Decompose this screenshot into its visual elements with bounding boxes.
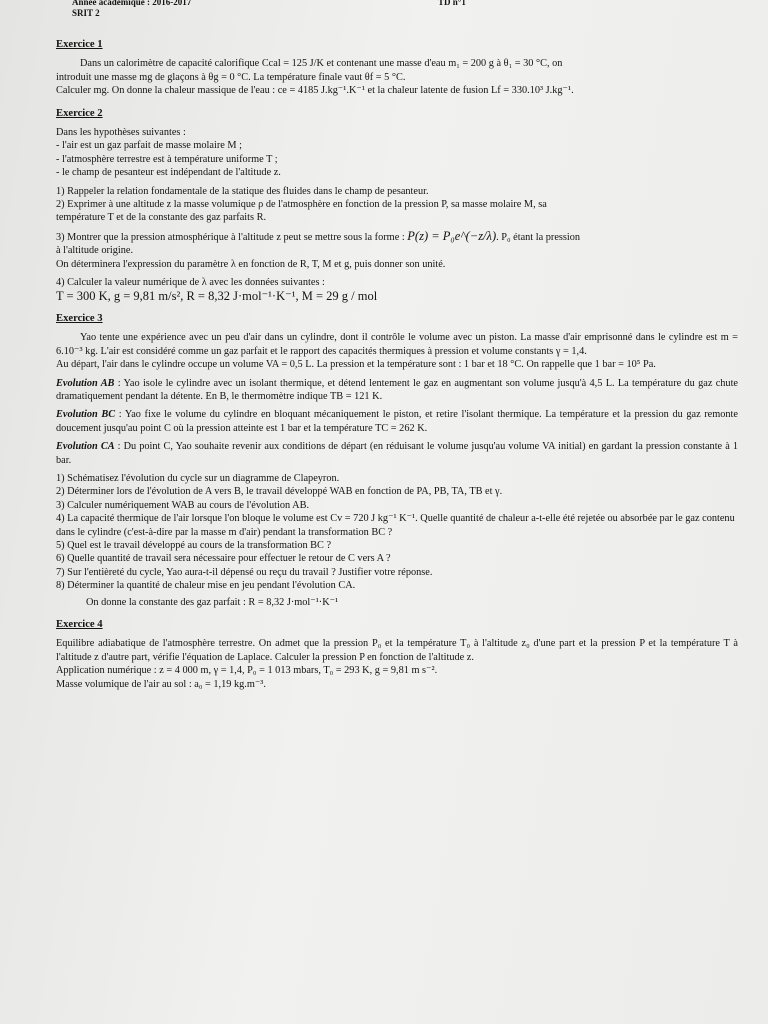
ex3-paragraph-2: Au départ, l'air dans le cylindre occupe un volume VA = 0,5 L. La pression et la température sont : 1 bar et 18 °C. On rappelle que 1 bar = 10⁵ Pa. bbox=[56, 359, 656, 371]
ex3-evolution-ab bbox=[56, 377, 738, 404]
evolution-ca-text: : Du point C, Yao souhaite revenir aux conditions de départ (en réduisant le volume jusqu'au volume VA initial) en gardant la pression constante à 1 bar. bbox=[56, 441, 738, 466]
ex3-question: 3) Calculer numériquement WAB au cours de l'évolution AB. bbox=[56, 499, 310, 511]
evolution-bc-label: Evolution BC bbox=[56, 409, 116, 421]
ex3-question: 6) Quelle quantité de travail sera nécessaire pour effectuer le retour de C vers A ? bbox=[56, 553, 391, 565]
ex3-question: 1) Schématisez l'évolution du cycle sur un diagramme de Clapeyron. bbox=[56, 472, 340, 484]
ex1-paragraph-2: introduit une masse mg de glaçons à θg = 0 °C. La température finale vaut θf = 5 °C. bbox=[56, 71, 406, 83]
exercise-4-title: Exercice 4 bbox=[56, 619, 103, 631]
ex3-paragraph-1: Yao tente une expérience avec un peu d'air dans un cylindre, dont il contrôle le volume avec un piston. La masse d'air emprisonné dans le cylindre est m = 6.10⁻³ kg. L'air est considéré comme un gaz parfait et le rapport des capacités thermiques à pression et volume constants γ = 1,4. bbox=[56, 332, 738, 357]
academic-year: Année académique : 2016-2017 bbox=[72, 0, 192, 7]
exercise-1-title: Exercice 1 bbox=[56, 39, 103, 50]
exercise-2-title: Exercice 2 bbox=[56, 107, 103, 119]
header-left bbox=[72, 0, 191, 19]
ex3-question: 8) Déterminer la quantité de chaleur mise en jeu pendant l'évolution CA. bbox=[56, 580, 356, 592]
ex4-paragraph-1: Equilibre adiabatique de l'atmosphère terrestre. On admet que la pression P₀ et la température T₀ à l'altitude z₀ d'une part et la pression P et la température T à l'altitude z d'autre part, vérifie l'équation de Laplace. Calculer la pression P en fonction de l'altitude z. bbox=[56, 638, 738, 663]
evolution-ca-label: Evolution CA bbox=[56, 441, 115, 453]
ex2-question-2 bbox=[56, 198, 738, 225]
ex1-paragraph-1: Dans un calorimètre de capacité calorifique Ccal = 125 J/K et contenant une masse d'eau m₁ = 200 g à θ₁ = 30 °C, on bbox=[80, 58, 563, 70]
ex3-question: 2) Déterminer lors de l'évolution de A vers B, le travail développé WAB en fonction de PA, PB, TA, TB et γ. bbox=[56, 486, 503, 498]
ex3-gas-constant: On donne la constante des gaz parfait : R = 8,32 J·mol⁻¹·K⁻¹ bbox=[86, 596, 339, 608]
ex3-evolution-ca bbox=[56, 440, 738, 467]
ex2-question-3-d: On déterminera l'expression du paramètre λ en fonction de R, T, M et g, puis donner son unité. bbox=[56, 258, 446, 270]
ex4-air-density: Masse volumique de l'air au sol : a₀ = 1,19 kg.m⁻³. bbox=[56, 678, 266, 690]
ex2-question-2-b: température T et de la constante des gaz parfaits R. bbox=[56, 212, 267, 224]
evolution-ab-text: : Yao isole le cylindre avec un isolant thermique, et détend lentement le gaz en augmentant son volume jusqu'à 4,5 L. La température du gaz chute dramatiquement pendant la détente. En B, le thermomètre indique TB = 121 K. bbox=[56, 377, 739, 402]
ex3-questions bbox=[56, 472, 738, 593]
ex4-application: Application numérique : z = 4 000 m, γ = 1,4, P₀ = 1 013 mbars, T₀ = 293 K, g = 9,81 m s⁻². bbox=[56, 665, 438, 677]
document-body bbox=[56, 38, 738, 691]
ex3-question: 4) La capacité thermique de l'air lorsque l'on bloque le volume est Cv = 720 J kg⁻¹ K⁻¹. Quelle quantité de chaleur a-t-elle été rejetée ou absorbée par le gaz contenu dans le cylindre (c'est-à-dire par la masse m d'air) pendant la transformation BC ? bbox=[56, 513, 735, 538]
ex3-question: 5) Quel est le travail développé au cours de la transformation BC ? bbox=[56, 540, 332, 551]
evolution-bc-text: : Yao fixe le volume du cylindre en bloquant mécaniquement le piston, et retire l'isolant thermique. La température et la pression du gaz remonte doucement jusqu'au point C où la pression atteinte est 1 bar et la température TC = 262 K. bbox=[56, 409, 738, 434]
ex2-question-3-c: à l'altitude origine. bbox=[56, 245, 134, 257]
td-label: TD n°1 bbox=[438, 0, 466, 7]
ex3-question: 7) Sur l'entièreté du cycle, Yao aura-t-il dépensé ou reçu du travail ? Justifier votre réponse. bbox=[56, 566, 433, 578]
ex2-intro: Dans les hypothèses suivantes : bbox=[56, 127, 186, 139]
pressure-formula: P(z) = P₀e^(−z/λ) bbox=[407, 228, 497, 243]
ex2-hypothesis: - l'atmosphère terrestre est à température uniforme T ; bbox=[56, 153, 278, 165]
ex1-paragraph-3: Calculer mg. On donne la chaleur massique de l'eau : ce = 4185 J.kg⁻¹.K⁻¹ et la chaleur latente de fusion Lf = 330.10³ J.kg⁻¹. bbox=[56, 85, 574, 97]
ex2-hypothesis: - le champ de pesanteur est indépendant de l'altitude z. bbox=[56, 167, 281, 179]
ex2-question-2-a: 2) Exprimer à une altitude z la masse volumique ρ de l'atmosphère en fonction de la pression P, sa masse molaire M, sa bbox=[56, 199, 547, 211]
ex2-question-3 bbox=[56, 230, 738, 271]
class-label: SRIT 2 bbox=[72, 8, 100, 18]
evolution-ab-label: Evolution AB bbox=[56, 377, 115, 389]
ex2-question-3-b: . P₀ étant la pression bbox=[496, 231, 581, 243]
ex2-hypotheses bbox=[56, 139, 738, 179]
ex3-evolution-bc bbox=[56, 408, 738, 435]
ex2-question-3-a: 3) Montrer que la pression atmosphérique à l'altitude z peut se mettre sous la forme : bbox=[56, 231, 405, 243]
ex2-hypothesis: - l'air est un gaz parfait de masse molaire M ; bbox=[56, 140, 242, 152]
ex2-data-values: T = 300 K, g = 9,81 m/s², R = 8,32 J·mol⁻¹·K⁻¹, M = 29 g / mol bbox=[56, 288, 378, 303]
ex2-question-1: 1) Rappeler la relation fondamentale de la statique des fluides dans le champ de pesanteur. bbox=[56, 185, 429, 197]
exercise-3-title: Exercice 3 bbox=[56, 312, 103, 324]
ex2-question-4: 4) Calculer la valeur numérique de λ avec les données suivantes : bbox=[56, 277, 325, 289]
